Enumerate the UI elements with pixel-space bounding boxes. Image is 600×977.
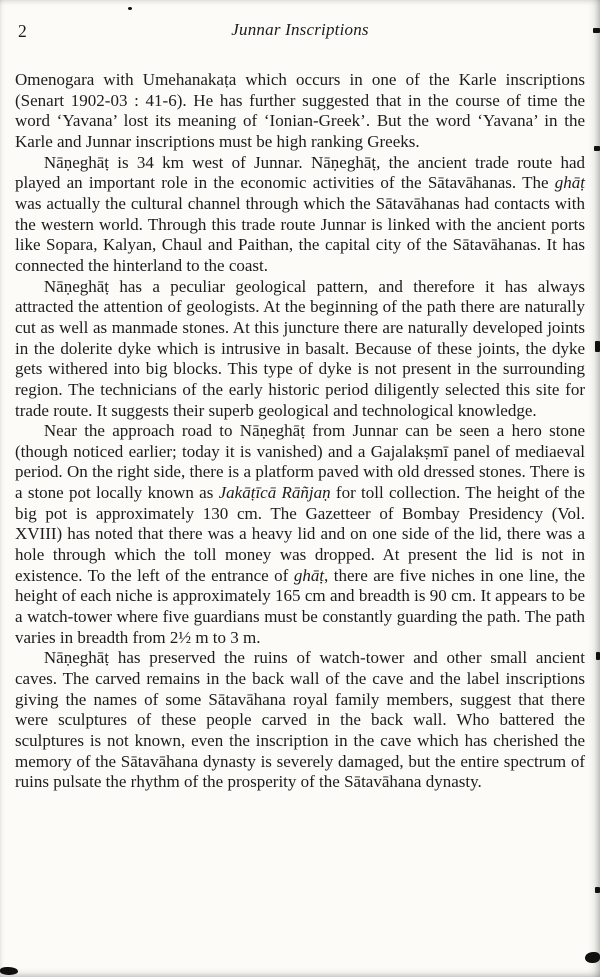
text-run: Omenogara with Umehanakaṭa which occurs in one of the Karle inscriptions (Senart 1902-03 : 41-6). He has further suggested that in the course of time the word ‘Yavana’ lost its meaning of ‘Ionian-Greek’. But the word ‘Yavana’ in the Karle and Junnar inscriptions must be high ranking Greeks. bbox=[15, 70, 585, 151]
running-title: Junnar Inscriptions bbox=[231, 20, 369, 39]
scan-artifact bbox=[594, 146, 600, 151]
text-run: , there are five niches in one line, the height of each niche is approximately 165 cm and breadth is 90 cm. It appears to be a watch-tower where five guardians must be constantly guarding the path. The path varies in breadth from 2½ m to 3 m. bbox=[15, 565, 585, 647]
body-paragraph-4 bbox=[15, 421, 585, 648]
body-paragraph-2 bbox=[15, 153, 585, 277]
body-paragraph-5 bbox=[15, 648, 585, 793]
text-run: Nāṇeghāṭ has a peculiar geological pattern, and therefore it has always attracted the attention of geologists. At the beginning of the path there are naturally cut as well as manmade stones. At this juncture there are naturally developed joints in the dolerite dyke which is intrusive in basalt. Because of these joints, the dyke gets withered into big blocks. This type of dyke is not present in the surrounding region. The technicians of the early historic period diligently selected this site for trade route. It suggests their superb geological and technological knowledge. bbox=[15, 276, 585, 420]
page-header bbox=[15, 20, 585, 46]
page-number: 2 bbox=[18, 21, 27, 41]
text-run: Nāṇeghāṭ is 34 km west of Junnar. Nāṇeghāṭ, the ancient trade route had played an important role in the economic activities of the Sātavāhanas. The bbox=[15, 152, 585, 193]
scan-artifact bbox=[128, 7, 132, 10]
page-body bbox=[15, 70, 585, 793]
text-run: Nāṇeghāṭ has preserved the ruins of watch-tower and other small ancient caves. The carved remains in the back wall of the cave and the label inscriptions giving the names of some Sātavāhana royal family members, suggest that there were sculptures of these people carved in the back wall. Who battered the sculptures is not known, even the inscription in the cave which has cherished the memory of the Sātavāhana dynasty is severely damaged, but the entire spectrum of ruins pulsate the rhythm of the prosperity of the Sātavāhana dynasty. bbox=[15, 648, 585, 792]
scan-artifact bbox=[595, 887, 600, 893]
body-paragraph-3 bbox=[15, 277, 585, 422]
scan-artifact bbox=[593, 28, 600, 33]
italic-term: ghāṭ bbox=[554, 173, 585, 193]
italic-term: Jakāṭīcā Rāñjaṇ bbox=[218, 483, 331, 503]
scan-artifact bbox=[0, 967, 18, 975]
scan-artifact bbox=[596, 652, 600, 660]
scan-artifact bbox=[585, 952, 600, 963]
italic-term: ghāṭ bbox=[293, 565, 325, 585]
text-run: Near the approach road to Nāṇeghāṭ from Junnar can be seen a hero stone (though noticed earlier; today it is vanished) and a Gajalakṣmī panel of mediaeval period. On the right side, there is a platform paved with old dressed stones. There is a stone pot locally known as bbox=[15, 421, 585, 503]
text-run: was actually the cultural channel through which the Sātavāhanas had contacts with the western world. Through this trade route Junnar is linked with the ancient ports like Sopara, Kalyan, Chaul and Paithan, the capital city of the Sātavāhanas. It has connected the hinterland to the coast. bbox=[15, 193, 585, 275]
scan-artifact bbox=[595, 341, 600, 352]
text-run: for toll collection. The height of the big pot is approximately 130 cm. The Gazetteer of Bombay Presidency (Vol. XVIII) has noted that there was a heavy lid and on one side of the lid, there was a hole through which the toll money was dropped. At present the lid is not in existence. To the left of the entrance of bbox=[15, 483, 585, 585]
body-paragraph-1 bbox=[15, 70, 585, 153]
